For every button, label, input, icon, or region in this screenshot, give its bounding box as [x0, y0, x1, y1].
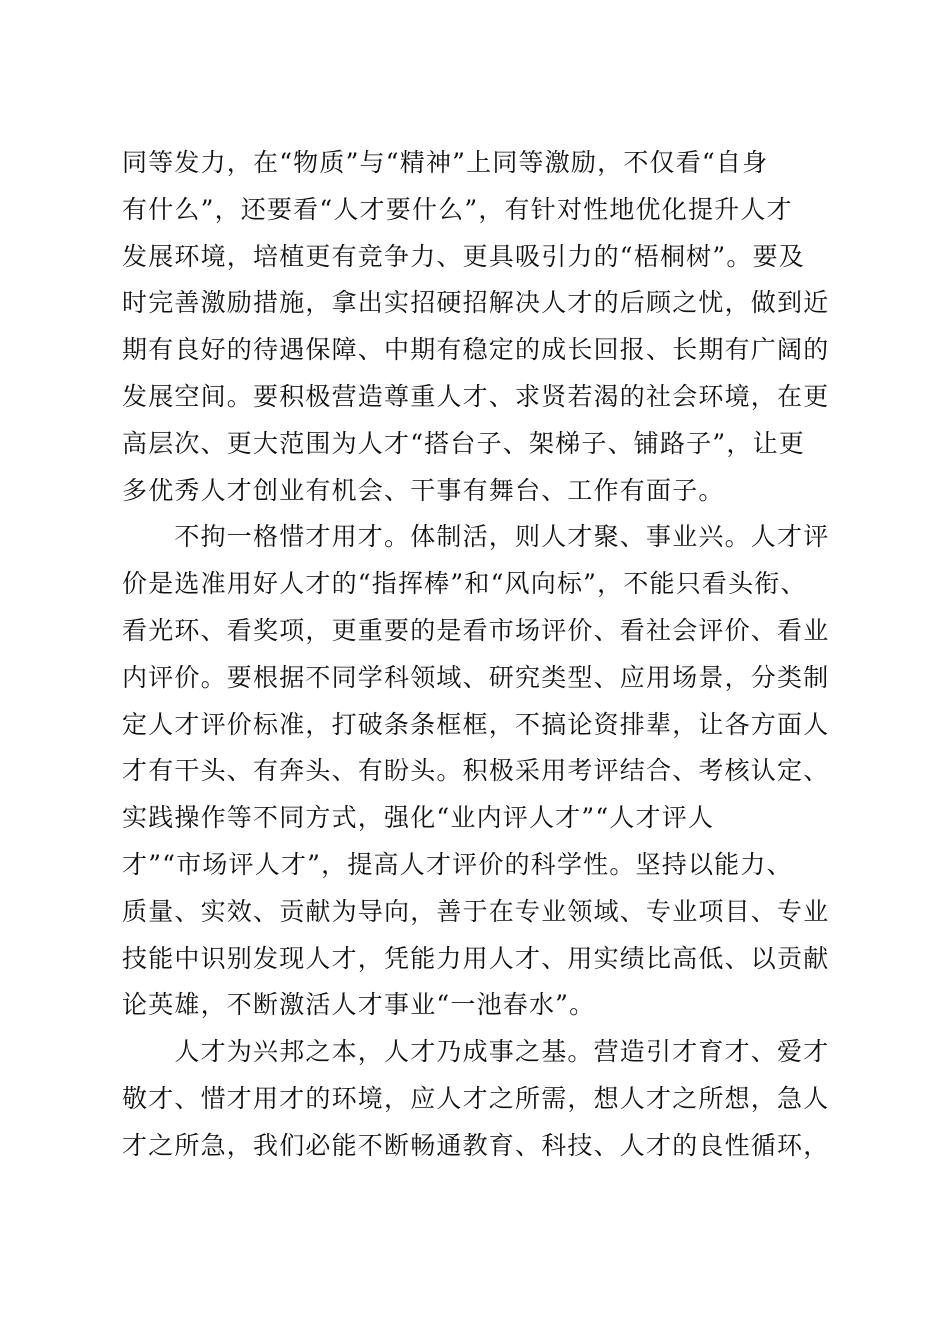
text-line: 论英雄，不断激活人才事业“一池春水”。 [122, 990, 596, 1020]
text-line: 发展空间。要积极营造尊重人才、求贤若渴的社会环境，在更 [122, 381, 830, 411]
text-line: 才”“市场评人才”，提高人才评价的科学性。坚持以能力、 [122, 849, 793, 879]
text-line: 价是选准用好人才的“指挥棒”和“风向标”，不能只看头衔、 [122, 569, 807, 599]
text-line: 不拘一格惜才用才。体制活，则人才聚、事业兴。人才评 [122, 522, 830, 552]
text-line: 人才为兴邦之本，人才乃成事之基。营造引才育才、爱才 [122, 1037, 830, 1067]
text-line: 才之所急，我们必能不断畅通教育、科技、人才的良性循环， [122, 1130, 830, 1160]
text-line: 技能中识别发现人才，凭能力用人才、用实绩比高低、以贡献 [122, 943, 830, 973]
text-line: 实践操作等不同方式，强化“业内评人才”“人才评人 [122, 803, 715, 833]
text-line: 才有干头、有奔头、有盼头。积极采用考评结合、考核认定、 [122, 756, 830, 786]
text-line: 质量、实效、贡献为导向，善于在专业领域、专业项目、专业 [122, 896, 830, 926]
text-line: 看光环、看奖项，更重要的是看市场评价、看社会评价、看业 [122, 615, 830, 645]
text-line: 有什么”，还要看“人才要什么”，有针对性地优化提升人才 [122, 194, 793, 224]
text-line: 内评价。要根据不同学科领域、研究类型、应用场景，分类制 [122, 662, 830, 692]
text-line: 敬才、惜才用才的环境，应人才之所需，想人才之所想，急人 [122, 1083, 830, 1113]
body-text [122, 140, 832, 1170]
text-line: 同等发力，在“物质”与“精神”上同等激励，不仅看“自身 [122, 148, 769, 177]
text-line: 期有良好的待遇保障、中期有稳定的成长回报、长期有广阔的 [122, 335, 830, 365]
text-line: 多优秀人才创业有机会、干事有舞台、工作有面子。 [122, 475, 725, 505]
text-line: 定人才评价标准，打破条条框框，不搞论资排辈，让各方面人 [122, 709, 830, 739]
text-line: 发展环境，培植更有竞争力、更具吸引力的“梧桐树”。要及 [122, 241, 805, 271]
text-line: 高层次、更大范围为人才“搭台子、架梯子、铺路子”，让更 [122, 428, 805, 458]
text-line: 时完善激励措施，拿出实招硬招解决人才的后顾之忧，做到近 [122, 288, 830, 318]
